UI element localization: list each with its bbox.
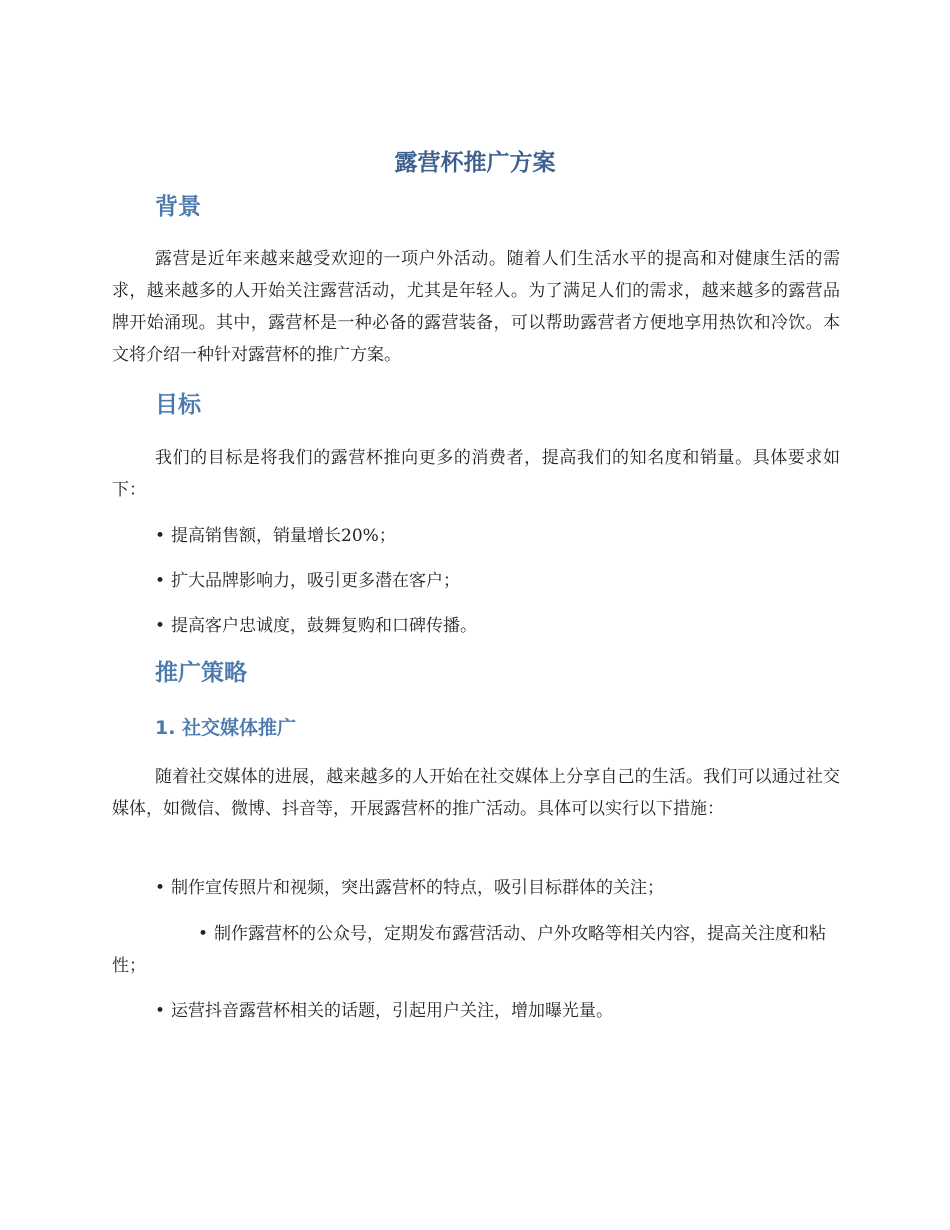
strategy-bullet-text: 制作露营杯的公众号，定期发布露营活动、户外攻略等相关内容，提高关注度和粘性； bbox=[112, 924, 827, 976]
paragraph-social-media: 随着社交媒体的进展，越来越多的人开始在社交媒体上分享自己的生活。我们可以通过社交媒体，如微信、微博、抖音等，开展露营杯的推广活动。具体可以实行以下措施： bbox=[112, 767, 840, 819]
goal-bullet-2 bbox=[155, 565, 845, 597]
paragraph-goals: 我们的目标是将我们的露营杯推向更多的消费者，提高我们的知名度和销量。具体要求如下： bbox=[112, 448, 840, 500]
heading-background: 背景 bbox=[155, 194, 201, 220]
strategy-bullet-text: 运营抖音露营杯相关的话题，引起用户关注，增加曝光量。 bbox=[171, 1001, 614, 1021]
strategy-bullet-1 bbox=[155, 872, 845, 904]
goal-bullet-1 bbox=[155, 520, 845, 552]
bullet-icon: • bbox=[155, 1001, 166, 1021]
strategy-bullet-text: 制作宣传照片和视频，突出露营杯的特点，吸引目标群体的关注； bbox=[171, 878, 665, 898]
bullet-icon: • bbox=[155, 616, 166, 636]
document-title: 露营杯推广方案 bbox=[394, 150, 556, 176]
bullet-icon: • bbox=[198, 924, 209, 944]
bullet-icon: • bbox=[155, 571, 166, 591]
goal-bullet-3 bbox=[155, 610, 845, 642]
heading-strategy: 推广策略 bbox=[155, 660, 247, 686]
goal-bullet-text: 提高销售额，销量增长20%； bbox=[171, 526, 396, 546]
goal-bullet-text: 扩大品牌影响力，吸引更多潜在客户； bbox=[171, 571, 461, 591]
bullet-icon: • bbox=[155, 878, 166, 898]
goal-bullet-text: 提高客户忠诚度，鼓舞复购和口碑传播。 bbox=[171, 616, 478, 636]
strategy-bullet-2 bbox=[112, 918, 845, 982]
paragraph-background: 露营是近年来越来越受欢迎的一项户外活动。随着人们生活水平的提高和对健康生活的需求，越来越多的人开始关注露营活动，尤其是年轻人。为了满足人们的需求，越来越多的露营品牌开始涌现。其中，露营杯是一种必备的露营装备，可以帮助露营者方便地享用热饮和冷饮。本文将介绍一种针对露营杯的推广方案。 bbox=[112, 249, 840, 365]
bullet-icon: • bbox=[155, 526, 166, 546]
heading-goals: 目标 bbox=[155, 392, 201, 418]
subheading-social-media: 1. 社交媒体推广 bbox=[155, 717, 297, 739]
strategy-bullet-3 bbox=[155, 995, 845, 1027]
